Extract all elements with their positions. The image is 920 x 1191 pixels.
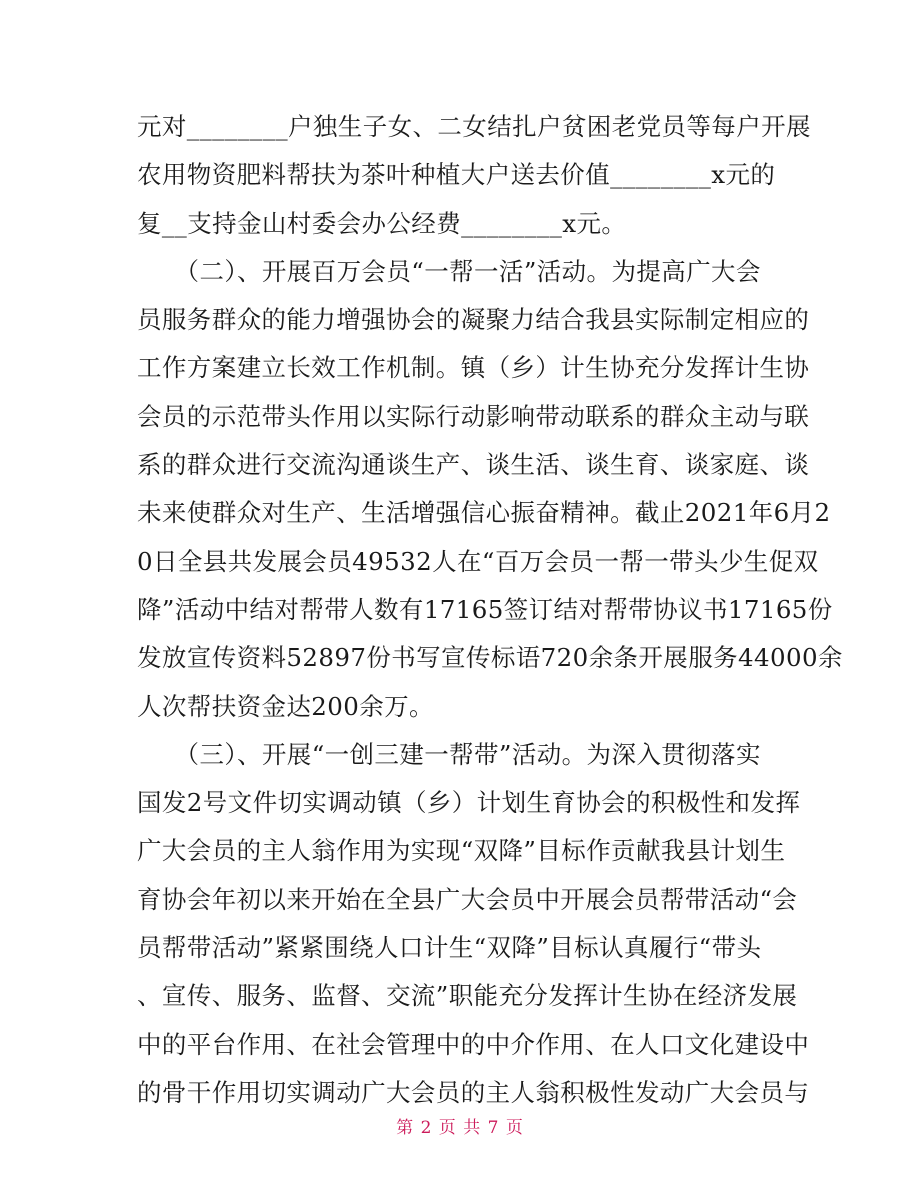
paragraph-start-line: （三）、开展“一创三建一帮带”活动。为深入贯彻落实 — [137, 739, 761, 769]
page-number-footer: 第 2 页 共 7 页 — [396, 1118, 524, 1138]
text-line: 员服务群众的能力增强协会的凝聚力结合我县实际制定相应的 — [137, 305, 810, 335]
text-line: 未来使群众对生产、生活增强信心振奋精神。截止2021年6月2 — [137, 498, 831, 528]
text-line: 系的群众进行交流沟通谈生产、谈生活、谈生育、谈家庭、谈 — [137, 450, 810, 480]
text-line: 降”活动中结对帮带人数有17165签订结对帮带协议书17165份 — [137, 594, 833, 624]
text-line: 育协会年初以来开始在全县广大会员中开展会员帮带活动“会 — [137, 884, 798, 914]
text-line: 元对________户独生子女、二女结扎户贫困老党员等每户开展 — [137, 112, 811, 141]
text-line: 发放宣传资料52897份书写宣传标语720余条开展服务44000余 — [137, 643, 843, 673]
document-body — [137, 103, 843, 1117]
text-line: 的骨干作用切实调动广大会员的主人翁积极性发动广大会员与 — [137, 1077, 810, 1107]
paragraph-start-line: （二）、开展百万会员“一帮一活”活动。为提高广大会 — [137, 256, 761, 286]
text-line: 、宣传、服务、监督、交流”职能充分发挥计生协在经济发展 — [137, 981, 798, 1011]
text-line: 中的平台作用、在社会管理中的中介作用、在人口文化建设中 — [137, 1029, 810, 1059]
text-line: 工作方案建立长效工作机制。镇（乡）计生协充分发挥计生协 — [137, 353, 810, 383]
text-line: 0日全县共发展会员49532人在“百万会员一帮一带头少生促双 — [137, 546, 819, 576]
text-line: 人次帮扶资金达200余万。 — [137, 691, 434, 721]
text-line: 广大会员的主人翁作用为实现“双降”目标作贡献我县计划生 — [137, 836, 786, 866]
text-line: 会员的示范带头作用以实际行动影响带动联系的群众主动与联 — [137, 401, 810, 431]
text-line: 国发2号文件切实调动镇（乡）计划生育协会的积极性和发挥 — [137, 788, 801, 818]
text-line: 复__支持金山村委会办公经费________x元。 — [137, 208, 627, 238]
text-line: 农用物资肥料帮扶为茶叶种植大户送去价值________x元的 — [137, 160, 776, 190]
text-line: 员帮带活动”紧紧围绕人口计生“双降”目标认真履行“带头 — [137, 933, 762, 963]
